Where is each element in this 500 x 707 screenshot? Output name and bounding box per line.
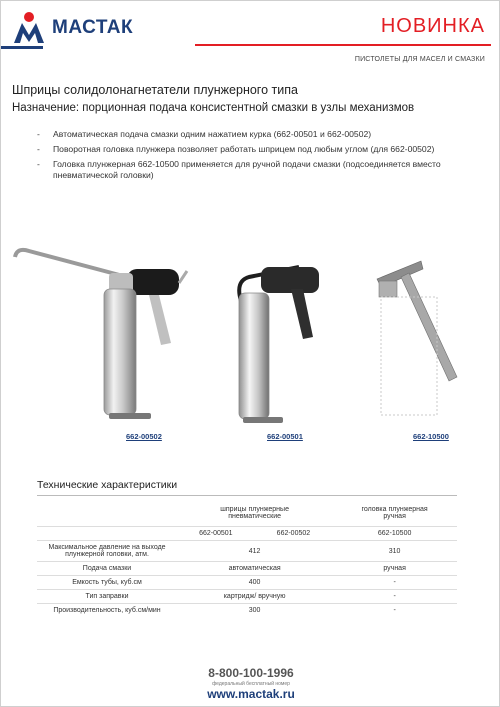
list-item: - Головка плунжерная 662-10500 применяется для ручной подачи смазки (подсоединяется вместо пневматической головки) xyxy=(37,159,457,181)
list-item: - Поворотная головка плунжера позволяет работать шприцем под любым углом (для 662-00502) xyxy=(37,144,457,155)
spec-value: автоматическая xyxy=(177,562,332,576)
spec-label: Максимальное давление на выходе плунжерной головки, атм. xyxy=(37,541,177,562)
product-code-662-00502[interactable]: 662-00502 xyxy=(126,432,162,441)
spec-value: картридж/ вручную xyxy=(177,590,332,604)
specs-code: 662-00501 xyxy=(177,527,255,541)
product-code-662-10500[interactable]: 662-10500 xyxy=(413,432,449,441)
website-link[interactable]: www.mactak.ru xyxy=(207,687,295,701)
spec-label: Емкость тубы, куб.см xyxy=(37,576,177,590)
table-row xyxy=(37,576,457,590)
spec-value: - xyxy=(332,576,457,590)
plunger-head-icon xyxy=(369,257,469,427)
specs-col-group-manual: головка плунжерная ручная xyxy=(361,506,428,520)
header-divider-blue xyxy=(1,46,43,49)
specs-divider xyxy=(37,495,457,496)
spec-value: - xyxy=(332,604,457,618)
specs-code: 662-00502 xyxy=(255,527,333,541)
spec-label: Производительность, куб.см/мин xyxy=(37,604,177,618)
phone-note: федеральный бесплатный номер xyxy=(212,681,290,687)
spec-value: 400 xyxy=(177,576,332,590)
page-subtitle: Назначение: порционная подача консистентной смазки в узлы механизмов xyxy=(12,102,415,114)
spec-value: 310 xyxy=(332,541,457,562)
spec-label: Тип заправки xyxy=(37,590,177,604)
spec-value: 412 xyxy=(177,541,332,562)
product-code-662-00501[interactable]: 662-00501 xyxy=(267,432,303,441)
grease-gun-silver-icon xyxy=(9,237,199,427)
phone-number[interactable]: 8-800-100-1996 xyxy=(208,666,294,680)
table-row xyxy=(37,562,457,576)
spec-value: 300 xyxy=(177,604,332,618)
category-label: ПИСТОЛЕТЫ ДЛЯ МАСЕЛ И СМАЗКИ xyxy=(354,56,485,63)
specs-table xyxy=(37,500,457,617)
new-badge: НОВИНКА xyxy=(380,15,485,37)
spec-value: - xyxy=(332,590,457,604)
feature-list xyxy=(37,129,457,185)
table-row xyxy=(37,541,457,562)
table-row xyxy=(37,590,457,604)
page-title: Шприцы солидолонагнетатели плунжерного типа xyxy=(12,83,298,97)
specs-code: 662-10500 xyxy=(332,527,457,541)
brand-logo[interactable] xyxy=(12,11,133,45)
specs-col-group-pneumatic: шприцы плунжерные пневматические xyxy=(220,506,289,520)
specs-title: Технические характеристики xyxy=(37,479,178,491)
brand-name: МАСТАК xyxy=(52,17,134,38)
spec-label: Подача смазки xyxy=(37,562,177,576)
list-item: - Автоматическая подача смазки одним нажатием курка (662-00501 и 662-00502) xyxy=(37,129,457,140)
product-gallery xyxy=(1,229,500,439)
header-divider-red xyxy=(195,44,491,46)
spec-value: ручная xyxy=(332,562,457,576)
table-row xyxy=(37,604,457,618)
grease-gun-black-icon xyxy=(229,259,339,429)
mastak-logo-icon xyxy=(12,11,46,45)
